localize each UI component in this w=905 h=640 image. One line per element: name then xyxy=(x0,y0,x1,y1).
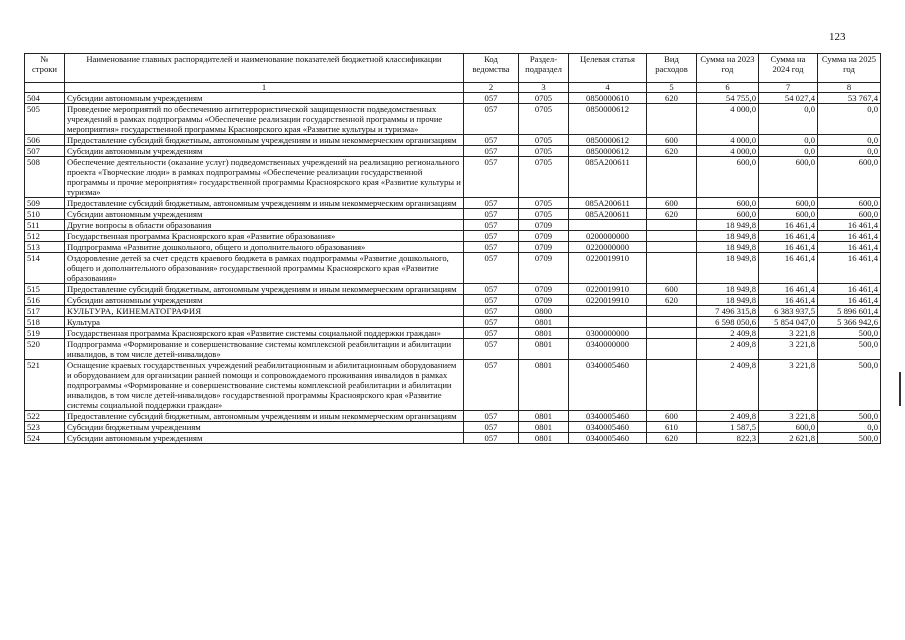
row-sum-2025: 600,0 xyxy=(818,209,881,220)
row-sum-2024: 0,0 xyxy=(759,104,818,135)
row-section-code: 0801 xyxy=(519,422,569,433)
row-name: Субсидии автономным учреждениям xyxy=(65,146,464,157)
row-expense-type xyxy=(647,157,697,198)
table-row xyxy=(25,295,881,306)
row-sum-2024: 16 461,4 xyxy=(759,284,818,295)
row-dept-code: 057 xyxy=(464,317,519,328)
row-dept-code: 057 xyxy=(464,328,519,339)
row-sum-2023: 2 409,8 xyxy=(697,339,759,360)
row-name: Субсидии автономным учреждениям xyxy=(65,433,464,444)
row-expense-type xyxy=(647,231,697,242)
row-number: 513 xyxy=(25,242,65,253)
row-section-code: 0801 xyxy=(519,317,569,328)
row-sum-2023: 18 949,8 xyxy=(697,231,759,242)
header-num: № строки xyxy=(25,54,65,83)
row-number: 509 xyxy=(25,198,65,209)
row-sum-2023: 18 949,8 xyxy=(697,295,759,306)
col-number: 2 xyxy=(464,83,519,93)
row-sum-2023: 54 755,0 xyxy=(697,93,759,104)
row-section-code: 0801 xyxy=(519,360,569,411)
table-row xyxy=(25,242,881,253)
row-target-code: 0220019910 xyxy=(569,295,647,306)
table-row xyxy=(25,411,881,422)
row-sum-2024: 3 221,8 xyxy=(759,360,818,411)
row-number: 510 xyxy=(25,209,65,220)
row-section-code: 0705 xyxy=(519,93,569,104)
row-sum-2025: 5 896 601,4 xyxy=(818,306,881,317)
row-name: Оздоровление детей за счет средств краевого бюджета в рамках подпрограммы «Развитие дошкольного, общего и дополнительного образования» государственной программы Красноярского края «Развитие образования» xyxy=(65,253,464,284)
row-sum-2024: 3 221,8 xyxy=(759,339,818,360)
row-target-code: 0850000612 xyxy=(569,146,647,157)
scan-edge-mark xyxy=(899,372,901,406)
row-target-code: 085А200611 xyxy=(569,209,647,220)
row-sum-2024: 0,0 xyxy=(759,146,818,157)
row-sum-2024: 54 027,4 xyxy=(759,93,818,104)
row-sum-2024: 16 461,4 xyxy=(759,295,818,306)
row-sum-2023: 1 587,5 xyxy=(697,422,759,433)
row-section-code: 0801 xyxy=(519,339,569,360)
row-expense-type: 600 xyxy=(647,284,697,295)
row-sum-2025: 16 461,4 xyxy=(818,220,881,231)
table-row xyxy=(25,209,881,220)
row-sum-2025: 600,0 xyxy=(818,157,881,198)
row-name: Государственная программа Красноярского края «Развитие образования» xyxy=(65,231,464,242)
row-section-code: 0705 xyxy=(519,157,569,198)
row-number: 524 xyxy=(25,433,65,444)
row-sum-2023: 822,3 xyxy=(697,433,759,444)
row-expense-type xyxy=(647,104,697,135)
table-body xyxy=(25,93,881,444)
column-number-row xyxy=(25,83,881,93)
row-section-code: 0709 xyxy=(519,253,569,284)
col-number: 3 xyxy=(519,83,569,93)
row-name: Культура xyxy=(65,317,464,328)
row-target-code: 0340005460 xyxy=(569,422,647,433)
row-target-code xyxy=(569,220,647,231)
row-target-code xyxy=(569,306,647,317)
row-sum-2023: 7 496 315,8 xyxy=(697,306,759,317)
row-expense-type xyxy=(647,242,697,253)
row-expense-type: 600 xyxy=(647,198,697,209)
row-target-code: 0220019910 xyxy=(569,284,647,295)
row-sum-2023: 2 409,8 xyxy=(697,360,759,411)
row-dept-code: 057 xyxy=(464,231,519,242)
row-sum-2024: 16 461,4 xyxy=(759,231,818,242)
row-sum-2025: 0,0 xyxy=(818,135,881,146)
table-row xyxy=(25,253,881,284)
row-target-code xyxy=(569,317,647,328)
row-dept-code: 057 xyxy=(464,104,519,135)
row-expense-type xyxy=(647,306,697,317)
row-name: Субсидии бюджетным учреждениям xyxy=(65,422,464,433)
row-name: Оснащение краевых государственных учреждений реабилитационным и абилитационным оборудованием и оборудованием для организации ранней помощи и сопровождаемого проживания инвалидов в рамках подпрограммы «Формирование и совершенствование системы комплексной реабилитации и абилитации инвалидов, в том числе детей-инвалидов» государственной программы Красноярского края «Развитие системы социальной поддержки граждан» xyxy=(65,360,464,411)
row-dept-code: 057 xyxy=(464,295,519,306)
row-number: 516 xyxy=(25,295,65,306)
row-expense-type xyxy=(647,253,697,284)
row-expense-type xyxy=(647,339,697,360)
row-name: Предоставление субсидий бюджетным, автономным учреждениям и иным некоммерческим организациям xyxy=(65,135,464,146)
row-section-code: 0705 xyxy=(519,146,569,157)
row-sum-2025: 5 366 942,6 xyxy=(818,317,881,328)
row-expense-type: 610 xyxy=(647,422,697,433)
row-sum-2025: 500,0 xyxy=(818,339,881,360)
table-row xyxy=(25,360,881,411)
row-sum-2023: 18 949,8 xyxy=(697,253,759,284)
row-target-code: 085А200611 xyxy=(569,198,647,209)
row-name: Субсидии автономным учреждениям xyxy=(65,295,464,306)
row-number: 522 xyxy=(25,411,65,422)
row-section-code: 0801 xyxy=(519,411,569,422)
row-number: 514 xyxy=(25,253,65,284)
row-dept-code: 057 xyxy=(464,93,519,104)
row-sum-2024: 600,0 xyxy=(759,198,818,209)
table-row xyxy=(25,339,881,360)
table-row xyxy=(25,198,881,209)
header-section: Раздел-подраздел xyxy=(519,54,569,83)
row-sum-2024: 0,0 xyxy=(759,135,818,146)
row-section-code: 0705 xyxy=(519,209,569,220)
row-target-code: 0850000610 xyxy=(569,93,647,104)
page-number: 123 xyxy=(829,31,846,43)
row-expense-type xyxy=(647,328,697,339)
row-number: 504 xyxy=(25,93,65,104)
row-dept-code: 057 xyxy=(464,433,519,444)
row-name: КУЛЬТУРА, КИНЕМАТОГРАФИЯ xyxy=(65,306,464,317)
row-target-code: 0200000000 xyxy=(569,231,647,242)
row-sum-2025: 16 461,4 xyxy=(818,295,881,306)
row-name: Государственная программа Красноярского края «Развитие системы социальной поддержки граждан» xyxy=(65,328,464,339)
row-dept-code: 057 xyxy=(464,198,519,209)
row-name: Проведение мероприятий по обеспечению антитеррористической защищенности подведомственных учреждений в рамках подпрограммы «Обеспечение реализации государственной программы и прочие мероприятия» государственной программы Красноярского края «Развитие культуры и туризма» xyxy=(65,104,464,135)
table-row xyxy=(25,422,881,433)
row-section-code: 0709 xyxy=(519,242,569,253)
row-target-code: 0340000000 xyxy=(569,339,647,360)
header-sum2025: Сумма на 2025 год xyxy=(818,54,881,83)
col-number: 5 xyxy=(647,83,697,93)
row-expense-type: 600 xyxy=(647,411,697,422)
table-row xyxy=(25,135,881,146)
row-sum-2023: 18 949,8 xyxy=(697,242,759,253)
row-dept-code: 057 xyxy=(464,220,519,231)
row-number: 523 xyxy=(25,422,65,433)
row-expense-type: 600 xyxy=(647,135,697,146)
row-section-code: 0705 xyxy=(519,104,569,135)
row-section-code: 0801 xyxy=(519,328,569,339)
row-sum-2023: 4 000,0 xyxy=(697,104,759,135)
row-number: 521 xyxy=(25,360,65,411)
col-number: 6 xyxy=(697,83,759,93)
row-sum-2023: 600,0 xyxy=(697,157,759,198)
row-section-code: 0709 xyxy=(519,284,569,295)
col-number: 8 xyxy=(818,83,881,93)
row-number: 520 xyxy=(25,339,65,360)
row-sum-2023: 2 409,8 xyxy=(697,411,759,422)
row-target-code: 085А200611 xyxy=(569,157,647,198)
row-dept-code: 057 xyxy=(464,306,519,317)
row-number: 507 xyxy=(25,146,65,157)
row-target-code: 0340005460 xyxy=(569,433,647,444)
row-expense-type: 620 xyxy=(647,295,697,306)
budget-table xyxy=(24,53,881,444)
row-sum-2025: 16 461,4 xyxy=(818,242,881,253)
row-number: 505 xyxy=(25,104,65,135)
row-sum-2024: 600,0 xyxy=(759,209,818,220)
row-sum-2024: 16 461,4 xyxy=(759,253,818,284)
row-number: 508 xyxy=(25,157,65,198)
row-name: Субсидии автономным учреждениям xyxy=(65,93,464,104)
row-sum-2023: 18 949,8 xyxy=(697,284,759,295)
row-dept-code: 057 xyxy=(464,339,519,360)
header-sum2024: Сумма на 2024 год xyxy=(759,54,818,83)
row-target-code: 0220000000 xyxy=(569,242,647,253)
table-row xyxy=(25,220,881,231)
row-sum-2025: 500,0 xyxy=(818,328,881,339)
row-name: Подпрограмма «Формирование и совершенствование системы комплексной реабилитации и абилитации инвалидов, в том числе детей-инвалидов» xyxy=(65,339,464,360)
row-number: 517 xyxy=(25,306,65,317)
row-sum-2024: 600,0 xyxy=(759,422,818,433)
header-sum2023: Сумма на 2023 год xyxy=(697,54,759,83)
row-number: 512 xyxy=(25,231,65,242)
row-dept-code: 057 xyxy=(464,411,519,422)
row-sum-2024: 2 621,8 xyxy=(759,433,818,444)
table-row xyxy=(25,157,881,198)
row-section-code: 0800 xyxy=(519,306,569,317)
row-expense-type xyxy=(647,317,697,328)
header-target: Целевая статья xyxy=(569,54,647,83)
row-sum-2024: 5 854 047,0 xyxy=(759,317,818,328)
row-sum-2024: 6 383 937,5 xyxy=(759,306,818,317)
row-number: 519 xyxy=(25,328,65,339)
row-dept-code: 057 xyxy=(464,284,519,295)
row-name: Другие вопросы в области образования xyxy=(65,220,464,231)
row-expense-type: 620 xyxy=(647,93,697,104)
header-row xyxy=(25,54,881,83)
row-name: Субсидии автономным учреждениям xyxy=(65,209,464,220)
row-sum-2025: 0,0 xyxy=(818,104,881,135)
row-sum-2025: 16 461,4 xyxy=(818,253,881,284)
table-row xyxy=(25,317,881,328)
col-number: 1 xyxy=(65,83,464,93)
row-target-code: 0340005460 xyxy=(569,360,647,411)
row-name: Предоставление субсидий бюджетным, автономным учреждениям и иным некоммерческим организациям xyxy=(65,411,464,422)
row-expense-type xyxy=(647,220,697,231)
table-row xyxy=(25,104,881,135)
row-section-code: 0801 xyxy=(519,433,569,444)
row-sum-2023: 4 000,0 xyxy=(697,146,759,157)
row-number: 506 xyxy=(25,135,65,146)
table-row xyxy=(25,433,881,444)
row-sum-2023: 600,0 xyxy=(697,198,759,209)
row-expense-type xyxy=(647,360,697,411)
row-number: 515 xyxy=(25,284,65,295)
table-row xyxy=(25,231,881,242)
row-expense-type: 620 xyxy=(647,209,697,220)
row-sum-2024: 3 221,8 xyxy=(759,328,818,339)
row-dept-code: 057 xyxy=(464,135,519,146)
row-sum-2025: 600,0 xyxy=(818,198,881,209)
row-name: Обеспечение деятельности (оказание услуг) подведомственных учреждений на реализацию регионального проекта «Творческие люди» в рамках подпрограммы «Обеспечение реализации государственной программы и прочие мероприятия» государственной программы Красноярского края «Развитие культуры и туризма» xyxy=(65,157,464,198)
row-section-code: 0709 xyxy=(519,231,569,242)
table-row xyxy=(25,146,881,157)
row-sum-2025: 53 767,4 xyxy=(818,93,881,104)
row-number: 511 xyxy=(25,220,65,231)
header-type: Вид расходов xyxy=(647,54,697,83)
row-name: Предоставление субсидий бюджетным, автономным учреждениям и иным некоммерческим организациям xyxy=(65,198,464,209)
header-dept: Код ведомства xyxy=(464,54,519,83)
col-number: 7 xyxy=(759,83,818,93)
row-section-code: 0709 xyxy=(519,220,569,231)
row-sum-2025: 0,0 xyxy=(818,422,881,433)
row-sum-2023: 18 949,8 xyxy=(697,220,759,231)
row-target-code: 0850000612 xyxy=(569,135,647,146)
row-name: Предоставление субсидий бюджетным, автономным учреждениям и иным некоммерческим организациям xyxy=(65,284,464,295)
row-sum-2023: 4 000,0 xyxy=(697,135,759,146)
row-sum-2025: 0,0 xyxy=(818,146,881,157)
row-target-code: 0300000000 xyxy=(569,328,647,339)
row-expense-type: 620 xyxy=(647,433,697,444)
row-sum-2025: 500,0 xyxy=(818,411,881,422)
row-dept-code: 057 xyxy=(464,157,519,198)
row-dept-code: 057 xyxy=(464,209,519,220)
row-sum-2025: 16 461,4 xyxy=(818,231,881,242)
row-sum-2024: 16 461,4 xyxy=(759,220,818,231)
row-dept-code: 057 xyxy=(464,253,519,284)
row-sum-2023: 6 598 050,6 xyxy=(697,317,759,328)
row-number: 518 xyxy=(25,317,65,328)
col-number xyxy=(25,83,65,93)
table-row xyxy=(25,306,881,317)
row-sum-2024: 600,0 xyxy=(759,157,818,198)
row-section-code: 0709 xyxy=(519,295,569,306)
row-target-code: 0850000612 xyxy=(569,104,647,135)
row-target-code: 0220019910 xyxy=(569,253,647,284)
col-number: 4 xyxy=(569,83,647,93)
row-section-code: 0705 xyxy=(519,135,569,146)
row-sum-2024: 16 461,4 xyxy=(759,242,818,253)
row-dept-code: 057 xyxy=(464,360,519,411)
row-sum-2025: 500,0 xyxy=(818,433,881,444)
row-sum-2025: 16 461,4 xyxy=(818,284,881,295)
row-dept-code: 057 xyxy=(464,146,519,157)
row-section-code: 0705 xyxy=(519,198,569,209)
table-row xyxy=(25,284,881,295)
table-row xyxy=(25,93,881,104)
row-dept-code: 057 xyxy=(464,422,519,433)
row-expense-type: 620 xyxy=(647,146,697,157)
row-sum-2023: 600,0 xyxy=(697,209,759,220)
row-sum-2024: 3 221,8 xyxy=(759,411,818,422)
row-dept-code: 057 xyxy=(464,242,519,253)
row-name: Подпрограмма «Развитие дошкольного, общего и дополнительного образования» xyxy=(65,242,464,253)
row-sum-2023: 2 409,8 xyxy=(697,328,759,339)
row-target-code: 0340005460 xyxy=(569,411,647,422)
row-sum-2025: 500,0 xyxy=(818,360,881,411)
header-name: Наименование главных распорядителей и наименование показателей бюджетной классификации xyxy=(65,54,464,83)
table-row xyxy=(25,328,881,339)
